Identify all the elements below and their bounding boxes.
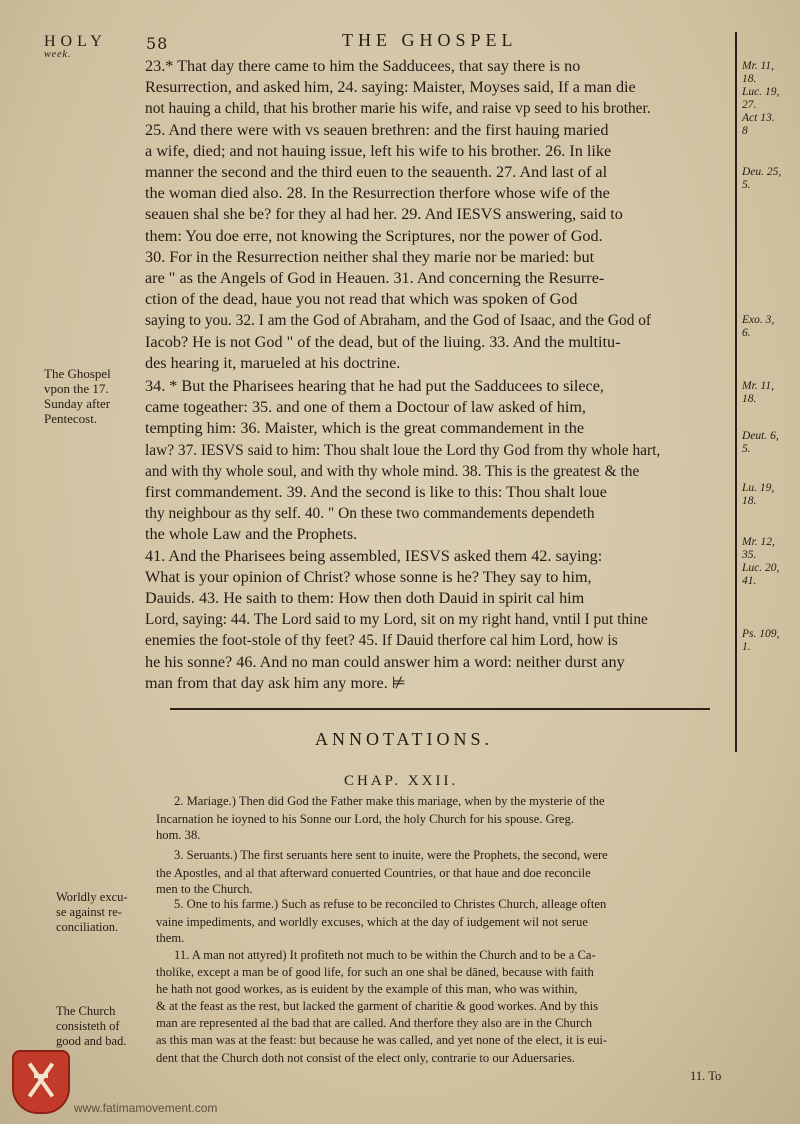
right-margin-rule	[735, 32, 737, 752]
text-line: man from that day ask him any more. ⊭	[145, 673, 406, 692]
annotation-line: hom. 38.	[156, 828, 201, 842]
annotation-line: man are represented al the bad that are called. And therfore they also are in the Church	[156, 1016, 593, 1030]
watermark: www.fatimamovement.com	[74, 1101, 218, 1115]
text-line: the whole Law and the Prophets.	[145, 525, 358, 544]
annotation-line: 3. Seruants.) The first seruants here sent to inuite, were the Prophets, the second, were	[174, 848, 608, 862]
text-line: Lord, saying: 44. The Lord said to my Lord, sit on my right hand, vntil I put thine	[145, 611, 648, 629]
text-line: them: You doe erre, not knowing the Scriptures, nor the power of God.	[145, 226, 603, 245]
catchword: 11. To	[690, 1069, 722, 1083]
gospel-note: The Ghospel vpon the 17. Sunday after Pentecost.	[44, 366, 111, 426]
text-line: are " as the Angels of God in Heauen. 31. And concerning the Resurre-	[145, 269, 605, 287]
scripture-ref: Deu. 25, 5.	[742, 166, 782, 191]
text-line: law? 37. IESVS said to him: Thou shalt loue the Lord thy God from thy whole hart,	[145, 441, 661, 459]
side-note-worldly: Worldly excu- se against re- conciliation.	[56, 890, 128, 934]
annotation-line: tholike, except a man be of good life, for such an one shal be dāned, because with faith	[156, 965, 594, 979]
annotation-line: 5. One to his farme.) Such as refuse to be reconciled to Christes Church, alleage often	[174, 897, 607, 911]
running-head-holy: HOLY	[44, 33, 107, 50]
running-head-week: week.	[44, 49, 72, 60]
section-divider	[170, 708, 710, 710]
annotations-heading: ANNOTATIONS.	[315, 729, 494, 749]
scripture-ref: Mr. 11, 18.	[742, 380, 775, 405]
text-line: first commandement. 39. And the second is like to this: Thou shalt loue	[145, 483, 607, 501]
text-line: and with thy whole soul, and with thy whole mind. 38. This is the greatest & the	[145, 462, 640, 480]
side-note-church: The Church consisteth of good and bad.	[56, 1004, 127, 1048]
text-line: he his sonne? 46. And no man could answer him a word: neither durst any	[145, 652, 625, 671]
text-line: a wife, died; and not hauing issue, left his wife to his brother. 26. In like	[145, 141, 612, 160]
scripture-ref: Deut. 6, 5.	[742, 430, 779, 455]
page-title: THE GHOSPEL	[342, 30, 518, 50]
text-line: seauen shal she be? for they al had her. 29. And IESVS answering, said to	[145, 205, 623, 224]
scripture-ref: Mr. 12, 35. Luc. 20, 41.	[742, 536, 780, 587]
text-line: saying to you. 32. I am the God of Abraham, and the God of Isaac, and the God of	[145, 312, 652, 330]
text-line: What is your opinion of Christ? whose sonne is he? They say to him,	[145, 567, 592, 586]
text-line: Dauids. 43. He saith to them: How then doth Dauid in spirit cal him	[145, 589, 585, 607]
text-line: des hearing it, marueled at his doctrine.	[145, 353, 401, 372]
text-line: ction of the dead, haue you not read that which was spoken of God	[145, 290, 578, 309]
annotation-line: & at the feast as the rest, but lacked the garment of charitie & good workes. And by this	[156, 999, 599, 1013]
annotation-line: as this man was at the feast: but because he was called, and yet none of the elect, it is eui-	[156, 1033, 608, 1047]
annotation-line: them.	[156, 931, 185, 945]
text-line: 41. And the Pharisees being assembled, IESVS asked them 42. saying:	[145, 546, 603, 565]
text-line: 23.* That day there came to him the Sadducees, that say there is no	[145, 57, 581, 75]
scripture-ref: Ps. 109, 1.	[742, 628, 780, 653]
text-line: tempting him: 36. Maister, which is the great commandement in the	[145, 419, 585, 438]
annotation-line: 11. A man not attyred) It profiteth not much to be within the Church and to be a Ca-	[174, 948, 596, 962]
text-line: Resurrection, and asked him, 24. saying: Maister, Moyses said, If a man die	[145, 78, 636, 97]
text-line: enemies the foot-stole of thy feet? 45. If Dauid therfore cal him Lord, how is	[145, 632, 618, 650]
scripture-ref: Lu. 19, 18.	[742, 482, 775, 507]
running-head-left	[44, 33, 107, 60]
annotation-line: the Apostles, and al that afterward conuerted Countries, or that haue and doe reconcile	[156, 866, 591, 880]
text-line: thy neighbour as thy self. 40. " On these two commandements dependeth	[145, 505, 595, 523]
papal-keys-emblem	[12, 1050, 70, 1114]
text-line: came togeather: 35. and one of them a Doctour of law asked of him,	[145, 398, 586, 417]
text-line: manner the second and the third euen to the seauenth. 27. And last of al	[145, 163, 608, 181]
text-line: Iacob? He is not God " of the dead, but of the liuing. 33. And the multitu-	[145, 332, 621, 351]
text-line: not hauing a child, that his brother marie his wife, and raise vp seed to his brother.	[145, 100, 651, 118]
annotation-line: Incarnation he ioyned to his Sonne our Lord, the holy Church for his spouse. Greg.	[156, 812, 574, 826]
text-line: the woman died also. 28. In the Resurrection therfore whose wife of the	[145, 184, 610, 203]
cross-icon	[34, 1074, 48, 1078]
text-line: 25. And there were with vs seauen brethren: and the first hauing maried	[145, 120, 609, 139]
annotation-line: dent that the Church doth not consist of the elect only, contrarie to our Aduersaries.	[156, 1051, 575, 1065]
annotation-line: vaine impediments, and worldly excuses, which at the day of iudgement wil not serue	[156, 915, 588, 929]
scripture-ref: Mr. 11, 18. Luc. 19, 27. Act 13. 8	[742, 60, 780, 137]
text-line: 34. * But the Pharisees hearing that he had put the Sadducees to silece,	[145, 377, 604, 395]
text-line: 30. For in the Resurrection neither shal they marie nor be maried: but	[145, 247, 595, 266]
chapter-heading: CHAP. XXII.	[344, 773, 459, 789]
page-number: 58	[146, 34, 169, 53]
scripture-ref: Exo. 3, 6.	[742, 314, 775, 339]
annotation-line: he hath not good workes, as is euident by the example of this man, who was within,	[156, 982, 578, 996]
annotation-line: 2. Mariage.) Then did God the Father make this mariage, when by the mysterie of the	[174, 794, 605, 808]
annotation-line: men to the Church.	[156, 882, 253, 896]
